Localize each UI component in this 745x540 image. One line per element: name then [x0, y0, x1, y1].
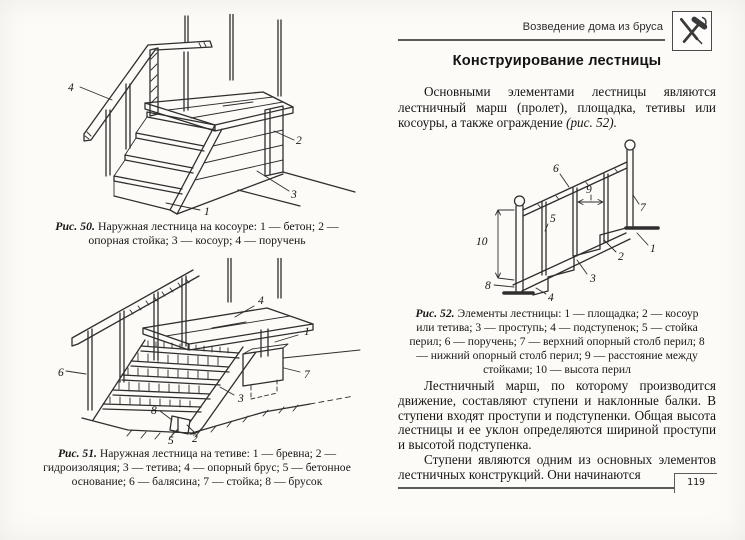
figure-52 — [434, 138, 684, 306]
figure-51 — [32, 258, 362, 445]
fig52-label-10: 10 — [476, 236, 488, 248]
fig51-caption-text: Наружная лестница на тетиве: 1 — бревна; 2 — гидроизоляция; 3 — тетива; 4 — опорный брус; 5 — бетонное основание; 6 — балясина; 7 — стойка; 8 — брусок — [43, 447, 351, 488]
fig51-label-7: 7 — [304, 369, 310, 381]
left-page — [30, 0, 365, 540]
fig50-label-2: 2 — [296, 135, 302, 147]
fig52-label-5: 5 — [550, 213, 556, 225]
fig52-label-3: 3 — [590, 273, 596, 285]
right-page — [398, 0, 716, 540]
fig52-label-2: 2 — [618, 251, 624, 263]
fig52-label-7: 7 — [640, 202, 646, 214]
figure-50-drawing — [38, 14, 360, 216]
fig51-label-2: 2 — [192, 433, 198, 445]
fig50-label-3: 3 — [291, 189, 297, 201]
running-header: Возведение дома из бруса — [522, 21, 663, 33]
fig52-caption-label: Рис. 52. — [415, 307, 455, 320]
fig51-caption — [42, 447, 352, 488]
paragraph-2: Лестничный марш, по которому производится движение, составляют ступени и наклонные балки. В ступени входят проступи и подступенки. Общая высота лестницы и ее уклон определяются шириной проступи и высотой подступенка. — [398, 378, 716, 453]
body-text — [398, 379, 716, 483]
fig52-label-6: 6 — [553, 163, 559, 175]
fig51-label-1: 1 — [304, 326, 310, 338]
fig51-label-3: 3 — [238, 393, 244, 405]
fig51-label-6: 6 — [58, 367, 64, 379]
figure-51-drawing — [32, 258, 362, 445]
chapter-icon-box — [672, 11, 712, 51]
fig52-label-4: 4 — [548, 292, 554, 304]
fig50-caption — [42, 219, 352, 248]
fig51-caption-label: Рис. 51. — [57, 447, 97, 460]
fig52-label-1: 1 — [650, 243, 656, 255]
fig52-label-9: 9 — [586, 184, 592, 196]
fig50-label-1: 1 — [204, 206, 210, 216]
header-rule — [398, 39, 665, 41]
paragraph-1 — [398, 84, 716, 131]
fig52-label-8: 8 — [485, 280, 491, 292]
section-title: Конструирование лестницы — [452, 53, 662, 69]
paragraph-1-text: Основными элементами лестницы являются лестничный марш (пролет), площадка, тетивы или косоуры, а также ограждение — [398, 84, 716, 131]
fig51-label-4: 4 — [258, 295, 264, 307]
figure-52-drawing — [434, 138, 684, 306]
paragraph-1-figref: (рис. 52). — [566, 115, 617, 131]
fig50-caption-text: Наружная лестница на косоуре: 1 — бетон; 2 — опорная стойка; 3 — косоур; 4 — поручень — [88, 219, 339, 248]
fig50-label-4: 4 — [68, 82, 74, 94]
crossed-hammer-tool-icon — [673, 12, 710, 49]
fig52-caption-text: Элементы лестницы: 1 — площадка; 2 — косоур или тетива; 3 — проступь; 4 — подступенок; 5 — стойка перил; 6 — поручень; 7 — верхний опорный столб перил; 8 — нижний опорный столб перил; 9 — расстояние между стойками; 10 — высота перил — [409, 307, 705, 376]
fig52-caption — [406, 307, 708, 377]
paragraph-3: Ступени являются одним из основных элементов лестничных конструкций. Они начинаются — [398, 451, 716, 482]
page-number: 119 — [674, 473, 717, 493]
fig51-label-8: 8 — [151, 405, 157, 417]
fig51-label-5: 5 — [168, 435, 174, 445]
figure-50 — [38, 14, 360, 216]
fig50-caption-label: Рис. 50. — [55, 219, 95, 233]
footer-rule — [398, 487, 674, 489]
